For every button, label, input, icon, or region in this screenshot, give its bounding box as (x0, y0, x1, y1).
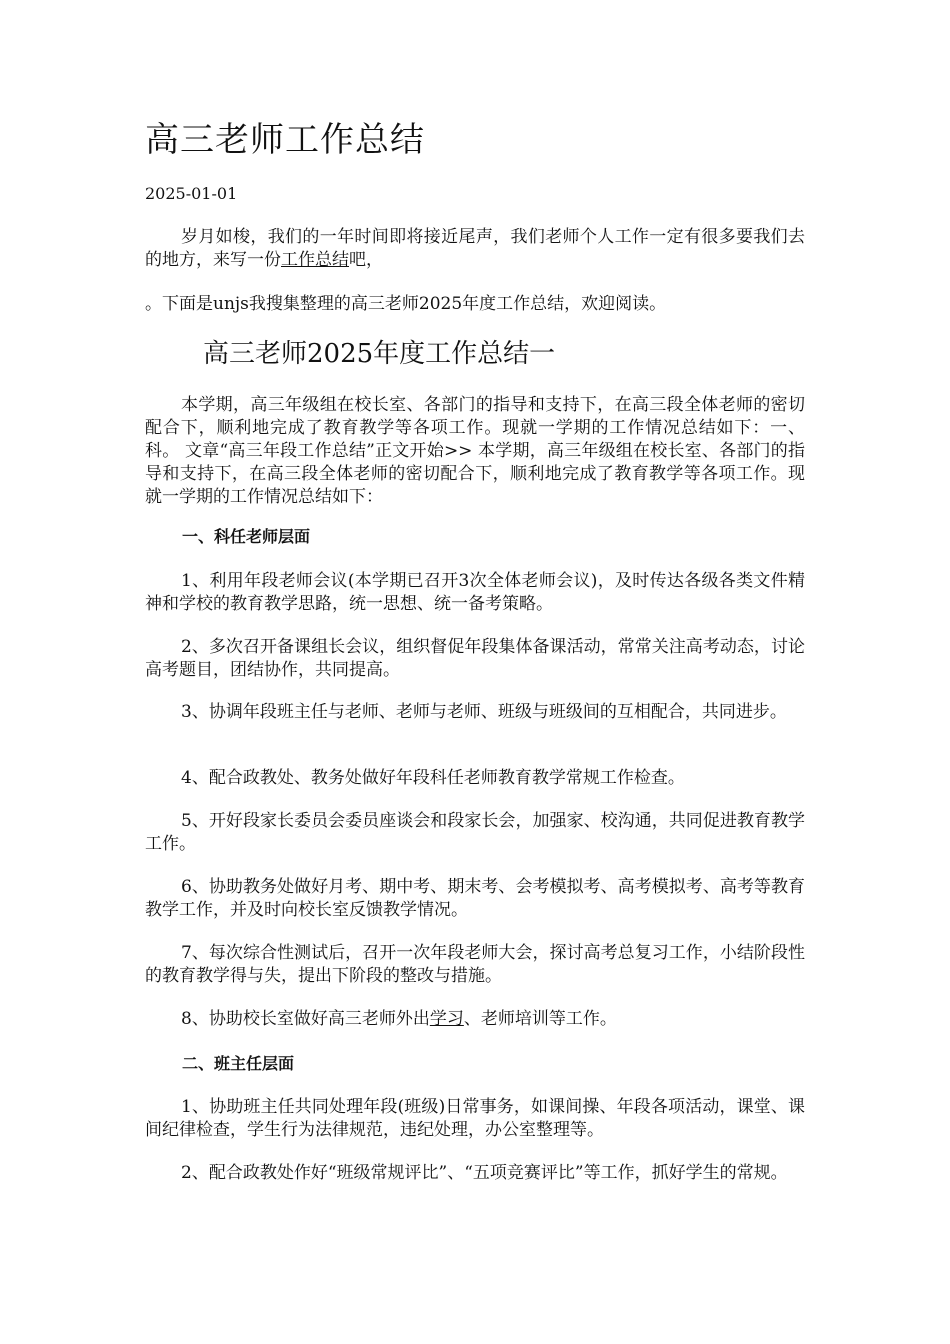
list-item: 4、配合政教处、教务处做好年段科任老师教育教学常规工作检查。 (181, 768, 685, 788)
document-date: 2025-01-01 (145, 184, 238, 203)
intro-tail: 吧， (349, 250, 383, 270)
document-title: 高三老师工作总结 (145, 120, 425, 160)
list-item: 5、开好段家长委员会委员座谈会和段家长会，加强家、校沟通，共同促进教育教学工作。 (145, 811, 805, 854)
heading-teachers: 一、科任老师层面 (182, 527, 311, 546)
work-summary-link[interactable]: 工作总结 (281, 250, 349, 270)
list-item: 1、利用年段老师会议(本学期已召开3次全体老师会议)，及时传达各级各类文件精神和学校的教育教学思路，统一思想、统一备考策略。 (145, 571, 805, 614)
study-link[interactable]: 学习 (429, 1009, 464, 1029)
item8-text: 8、协助校长室做好高三老师外出 (181, 1009, 430, 1029)
intro-paragraph (145, 226, 805, 272)
list-item (145, 1008, 805, 1031)
section-title: 高三老师2025年度工作总结一 (203, 339, 556, 369)
list-item: 1、协助班主任共同处理年段(班级)日常事务，如课间操、年段各项活动，课堂、课间纪律检查，学生行为法律规范，违纪处理，办公室整理等。 (145, 1097, 805, 1140)
list-item: 3、协调年段班主任与老师、老师与老师、班级与班级间的互相配合，共同进步。 (181, 702, 787, 722)
intro-text: 岁月如梭，我们的一年时间即将接近尾声，我们老师个人工作一定有很多要我们去的地方，来写一份 (145, 227, 805, 270)
list-item: 2、配合政教处作好“班级常规评比”、“五项竞赛评比”等工作，抓好学生的常规。 (181, 1163, 788, 1183)
list-item: 6、协助教务处做好月考、期中考、期末考、会考模拟考、高考模拟考、高考等教育教学工作，并及时向校长室反馈教学情况。 (145, 877, 805, 920)
list-item: 2、多次召开备课组长会议，组织督促年段集体备课活动，常常关注高考动态，讨论高考题目，团结协作，共同提高。 (145, 637, 805, 680)
item8-tail: 、老师培训等工作。 (463, 1009, 617, 1029)
intro-paragraph-2: 。下面是unjs我搜集整理的高三老师2025年度工作总结，欢迎阅读。 (145, 294, 667, 314)
heading-class-teachers: 二、班主任层面 (182, 1054, 295, 1073)
body-paragraph: 本学期，高三年级组在校长室、各部门的指导和支持下，在高三段全体老师的密切配合下，顺利地完成了教育教学等各项工作。现就一学期的工作情况总结如下：一、科。 文章“高三年段工作总结”正文开始>> 本学期，高三年级组在校长室、各部门的指导和支持下，在高三段全体老师的密切配合下，顺利地完成了教育教学等各项工作。现就一学期的工作情况总结如下： (145, 395, 805, 507)
list-item: 7、每次综合性测试后，召开一次年段老师大会，探讨高考总复习工作，小结阶段性的教育教学得与失，提出下阶段的整改与措施。 (145, 943, 805, 986)
